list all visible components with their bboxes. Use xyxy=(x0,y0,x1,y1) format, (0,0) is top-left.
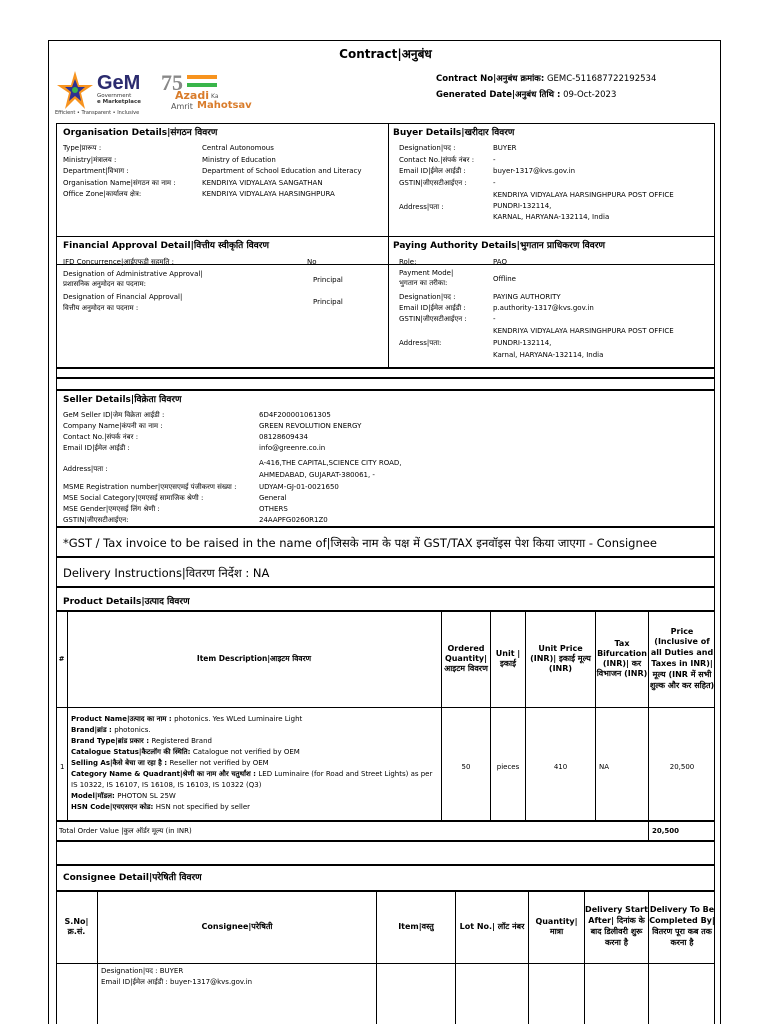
gem-tagline: Efficient • Transparent • Inclusive xyxy=(55,110,140,116)
item-detail-line xyxy=(71,803,250,812)
col-consignee: Consignee|परेषिती xyxy=(201,922,273,931)
col-qty: Quantity| मात्रा xyxy=(535,917,578,936)
seller-header: Seller Details|विक्रेता विवरण xyxy=(63,395,182,405)
org-row-value: Department of School Education and Literacy xyxy=(202,167,362,175)
buyer-row-value: - xyxy=(493,178,496,187)
fin-approval-label: Designation of Financial Approval| xyxy=(63,293,183,301)
ifd-value: No xyxy=(307,258,317,266)
consignee-email: Email ID|ईमेल आईडी : buyer-1317@kvs.gov.in xyxy=(101,978,253,986)
seller-row-value: info@greenre.co.in xyxy=(259,444,326,452)
org-row-label: Ministry|मंत्रालय : xyxy=(63,155,117,164)
buyer-address-line-3: KARNAL, HARYANA-132114, India xyxy=(493,213,610,221)
item-detail-value: HSN not specified by seller xyxy=(155,803,251,811)
fin-approval-label-hi: वित्तीय अनुमोदन का पदनाम : xyxy=(63,304,139,312)
seller-row-label: Email ID|ईमेल आईडी : xyxy=(63,444,130,452)
col-item: Item|वस्तु xyxy=(398,922,434,931)
item-detail-value: PHOTON SL 25W xyxy=(117,792,176,800)
org-row-label: Department|विभाग : xyxy=(63,167,129,175)
buyer-row-label: Designation|पद : xyxy=(399,144,456,152)
item-qty: 50 xyxy=(461,763,471,771)
buyer-header: Buyer Details|खरीदार विवरण xyxy=(393,128,515,138)
seller-address-line-2: AHMEDABAD, GUJARAT-380061, - xyxy=(259,471,375,479)
seller-address-label: Address|पता : xyxy=(63,465,108,473)
org-row-value: Ministry of Education xyxy=(202,155,276,164)
item-detail-value: Registered Brand xyxy=(151,737,212,745)
seller-row-value: GREEN REVOLUTION ENERGY xyxy=(259,422,362,430)
seller-row-value: UDYAM-GJ-01-0021650 xyxy=(259,483,339,491)
item-tax: NA xyxy=(599,763,610,771)
seller-row-label: Contact No.|संपर्क नंबर : xyxy=(63,433,139,441)
seller-row-value: 6D4F200001061305 xyxy=(259,411,331,419)
gem-star-icon xyxy=(55,69,95,113)
item-detail-key: Selling As|कैसे बेचा जा रहा है : xyxy=(71,759,170,767)
col-quantity: Ordered Quantity| आइटम विवरण xyxy=(444,644,488,673)
contract-number: GEMC-511687722192534 xyxy=(546,74,657,84)
generated-date-row xyxy=(436,90,616,101)
seller-row-label: MSE Social Category|एमएसई सामाजिक श्रेणी : xyxy=(63,494,204,502)
item-detail-value: LED Luminaire (for Road and Street Lights) as per xyxy=(258,770,433,778)
gem-subtitle-2: e Marketplace xyxy=(97,99,141,105)
contract-number-row xyxy=(436,74,656,85)
seller-row-label: Company Name|कंपनी का नाम : xyxy=(63,422,163,430)
item-detail-key: HSN Code|एचएसएन कोड: xyxy=(71,803,156,811)
item-detail-line xyxy=(71,759,269,768)
total-label: Total Order Value |कुल ऑर्डर मूल्य (in INR) xyxy=(59,827,192,835)
paying-address-line-1: KENDRIYA VIDYALAYA HARSINGHPURA POST OFFICE xyxy=(493,327,674,335)
buyer-address-line-2: PUNDRI-132114, xyxy=(493,202,552,210)
seller-row-value: General xyxy=(259,494,287,502)
col-delivery-by: Delivery To Be Completed By| वितरण पूरा कब तक करना है xyxy=(649,905,715,947)
seller-row-value: 24AAPFG0260R1Z0 xyxy=(259,516,328,524)
col-num: # xyxy=(58,654,65,663)
seller-row-label: MSME Registration number|एमएसएमई पंजीकरण संख्या : xyxy=(63,483,237,491)
seller-row-label: GSTIN|जीएसटीआईएन: xyxy=(63,516,129,524)
seller-row-label: GeM Seller ID|जेम विक्रेता आईडी : xyxy=(63,411,165,419)
gst-note: *GST / Tax invoice to be raised in the name of|जिसके नाम के पक्ष में GST/TAX इनवॉइस पेश किया जाएगा - Consignee xyxy=(63,536,657,550)
contract-number-label: Contract No|अनुबंध क्रमांक: xyxy=(436,74,545,84)
col-total: Price (Inclusive of all Duties and Taxes in INR)| मूल्य (INR में सभी शुल्क और कर सहित) xyxy=(649,626,715,690)
org-header: Organisation Details|संगठन विवरण xyxy=(63,128,218,138)
buyer-address-label: Address|पता : xyxy=(399,203,444,211)
paying-row-value: PAYING AUTHORITY xyxy=(493,293,561,301)
item-num: 1 xyxy=(60,763,65,771)
item-detail-key: Catalogue Status|कैटलॉग की स्थिति: xyxy=(71,748,193,756)
buyer-row-label: Contact No.|संपर्क नंबर : xyxy=(399,155,475,164)
flag-stripes-icon xyxy=(187,75,217,87)
payment-mode: Offline xyxy=(493,275,516,283)
azadi-amrit: Amrit xyxy=(171,102,193,111)
item-detail-key: Model|मॉडल: xyxy=(71,792,118,800)
generated-date: 09-Oct-2023 xyxy=(563,90,617,100)
generated-date-label: Generated Date|अनुबंध तिथि : xyxy=(436,90,561,100)
payment-mode-label-hi: भुगतान का तरीका: xyxy=(399,279,448,287)
paying-role: PAO xyxy=(493,258,507,266)
col-delivery-start: Delivery Start After| दिनांक के बाद डिलीवरी शुरू करना है xyxy=(585,905,648,947)
org-row-label: Type|प्रारूप : xyxy=(63,144,102,152)
item-detail-value: Reseller not verified by OEM xyxy=(169,759,269,767)
azadi-text: Azadi xyxy=(175,89,209,102)
total-value: 20,500 xyxy=(652,827,680,835)
azadi-logo: 75 Azadi Ka Amrit Mahotsav xyxy=(161,70,252,111)
paying-row-label: Email ID|ईमेल आईडी : xyxy=(399,304,466,312)
org-row-label: Organisation Name|संगठन का नाम : xyxy=(63,178,176,187)
delivery-instructions: Delivery Instructions|वितरण निर्देश : NA xyxy=(63,566,270,580)
col-unit-price: Unit Price (INR)| इकाई मूल्य (INR) xyxy=(530,644,591,673)
admin-approval-label-hi: प्रशासनिक अनुमोदन का पदनाम: xyxy=(63,280,146,288)
fin-approval-value: Principal xyxy=(313,298,343,306)
item-detail-line xyxy=(71,770,432,779)
financial-paying-box xyxy=(56,236,715,368)
admin-approval-label: Designation of Administrative Approval| xyxy=(63,270,203,278)
seller-row-value: OTHERS xyxy=(259,505,288,513)
paying-address-label: Address|पता: xyxy=(399,339,442,347)
item-detail-key: Brand Type|ब्रांड प्रकार : xyxy=(71,737,152,745)
item-detail-line xyxy=(71,726,151,735)
org-row-label: Office Zone|कार्यालय क्षेत्र: xyxy=(63,190,142,198)
org-row-value: KENDRIYA VIDYALAYA SANGATHAN xyxy=(202,178,323,187)
col-description: Item Description|आइटम विवरण xyxy=(196,654,312,664)
gem-wordmark: GeM xyxy=(97,72,141,94)
spacer-row-3 xyxy=(56,841,715,865)
azadi-ka: Ka xyxy=(211,93,219,100)
ifd-label: IFD Concurrence|आईएफडी सहमति : xyxy=(63,258,174,266)
payment-mode-label: Payment Mode| xyxy=(399,269,454,277)
product-header: Product Details|उत्पाद विवरण xyxy=(63,597,190,607)
seller-row-value: 08128609434 xyxy=(259,433,308,441)
org-row-value: KENDRIYA VIDYALAYA HARSINGHPURA xyxy=(202,190,335,198)
item-total: 20,500 xyxy=(669,763,695,771)
paying-row-value: - xyxy=(493,315,496,323)
buyer-row-value: - xyxy=(493,155,496,164)
buyer-row-label: Email ID|ईमेल आईडी : xyxy=(399,167,466,175)
paying-address-line-3: Karnal, HARYANA-132114, India xyxy=(493,351,604,359)
item-detail-value: photonics. Yes WLed Luminaire Light xyxy=(174,715,303,723)
financial-header: Financial Approval Detail|वित्तीय स्वीकृति विवरण xyxy=(63,241,269,251)
item-detail-value: photonics. xyxy=(114,726,151,734)
item-detail-line xyxy=(71,715,302,724)
paying-row-value: p.authority-1317@kvs.gov.in xyxy=(493,304,594,312)
paying-header: Paying Authority Details|भुगतान प्राधिकरण विवरण xyxy=(393,241,606,251)
buyer-address-line-1: KENDRIYA VIDYALAYA HARSINGHPURA POST OFFICE xyxy=(493,191,674,199)
gem-subtitle: Government xyxy=(97,93,132,99)
col-sno: S.No| क्र.सं. xyxy=(64,917,89,936)
contract-document xyxy=(48,40,721,1024)
spacer-row xyxy=(56,368,715,378)
admin-approval-value: Principal xyxy=(313,276,343,284)
buyer-row-value: buyer-1317@kvs.gov.in xyxy=(493,167,576,175)
item-unit: pieces xyxy=(496,763,520,771)
item-detail-line xyxy=(71,792,176,801)
item-detail-line xyxy=(71,748,300,757)
item-detail-key: Product Name|उत्पाद का नाम : xyxy=(71,715,175,723)
item-detail-value: Catalogue not verified by OEM xyxy=(192,748,300,756)
spacer-row-2 xyxy=(56,378,715,390)
seller-row-label: MSE Gender|एमएसई लिंग श्रेणी : xyxy=(63,505,160,513)
item-detail-line xyxy=(71,781,261,790)
consignee-header: Consignee Detail|परेषिती विवरण xyxy=(63,873,202,883)
buyer-row-value: BUYER xyxy=(493,144,517,152)
col-tax: Tax Bifurcation (INR)| कर विभाजन (INR) xyxy=(596,639,648,678)
item-detail-value: IS 10322, IS 16107, IS 16108, IS 16103, IS 10322 (Q3) xyxy=(71,781,262,789)
buyer-row-label: GSTIN|जीएसटीआईएन : xyxy=(399,178,467,187)
col-lot: Lot No.| लॉट नंबर xyxy=(459,922,525,931)
paying-row-label: GSTIN|जीएसटीआईएन : xyxy=(399,315,467,323)
item-unit-price: 410 xyxy=(553,763,568,771)
paying-role-label: Role: xyxy=(399,258,417,266)
consignee-designation: Designation|पद : BUYER xyxy=(101,967,184,975)
azadi-mahotsav: Mahotsav xyxy=(197,100,252,111)
page-title: Contract|अनुबंध xyxy=(339,47,432,61)
item-detail-key: Brand|ब्रांड : xyxy=(71,726,115,734)
col-unit: Unit | इकाई xyxy=(495,649,521,668)
paying-address-line-2: PUNDRI-132114, xyxy=(493,339,552,347)
item-detail-key: Category Name & Quadrant|श्रेणी का नाम और चतुर्थांश : xyxy=(71,770,259,778)
item-detail-line xyxy=(71,737,212,746)
org-row-value: Central Autonomous xyxy=(202,144,274,152)
paying-row-label: Designation|पद : xyxy=(399,293,456,301)
seller-address-line-1: A-416,THE CAPITAL,SCIENCE CITY ROAD, xyxy=(259,459,402,467)
